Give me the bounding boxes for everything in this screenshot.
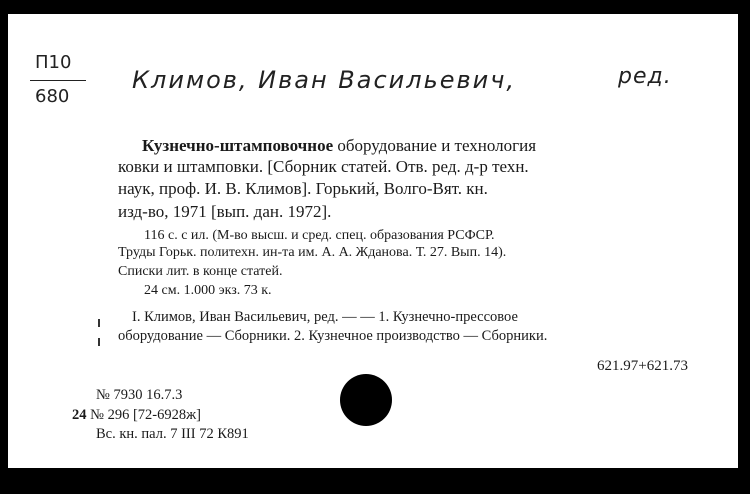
title-line-1 [142, 136, 536, 156]
footer-line-1: № 7930 16.7.3 [96, 387, 183, 403]
tracing-line-2: оборудование — Сборники. 2. Кузнечное производство — Сборники. [118, 328, 548, 344]
margin-mark [98, 338, 100, 346]
library-catalog-card [8, 14, 738, 468]
call-number-bottom: 680 [35, 86, 70, 107]
footer-line-2-prefix: 24 [72, 407, 87, 423]
footer-line-2 [72, 407, 201, 424]
punch-hole [340, 374, 392, 426]
series-line-1: 116 с. с ил. (М-во высш. и сред. спец. образования РСФСР. [144, 228, 495, 243]
footer-line-2-rest: № 296 [72-6928ж] [86, 407, 201, 423]
title-line-2: ковки и штамповки. [Сборник статей. Отв. ред. д-р техн. [118, 157, 529, 176]
series-line-3: Списки лит. в конце статей. [118, 264, 283, 279]
udc-classification: 621.97+621.73 [597, 358, 688, 374]
series-line-2: Труды Горьк. политехн. ин-та им. А. А. Жданова. Т. 27. Вып. 14). [118, 245, 507, 260]
margin-mark [98, 319, 100, 327]
tracing-line-1: I. Климов, Иван Васильевич, ред. — — 1. Кузнечно-прессовое [132, 309, 518, 325]
handwritten-author: Климов, Иван Васильевич, [132, 66, 517, 94]
title-bold: Кузнечно-штамповочное [142, 136, 334, 155]
title-line-1-rest: оборудование и технология [333, 136, 537, 155]
call-number-top: П10 [35, 52, 72, 73]
title-line-4: изд-во, 1971 [вып. дан. 1972]. [118, 202, 332, 221]
call-number-divider [30, 80, 86, 81]
footer-line-3: Вс. кн. пал. 7 III 72 К891 [96, 426, 249, 442]
series-line-4: 24 см. 1.000 экз. 73 к. [144, 283, 272, 298]
title-line-3: наук, проф. И. В. Климов]. Горький, Волго-Вят. кн. [118, 179, 488, 198]
handwritten-role: ред. [618, 64, 672, 89]
